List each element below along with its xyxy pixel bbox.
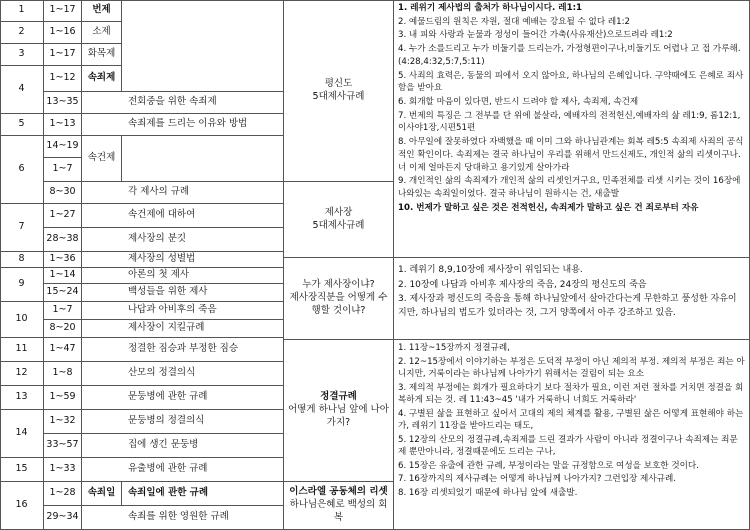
topic-cell-empty xyxy=(82,92,122,114)
verse-cell: 1~17 xyxy=(44,44,82,66)
section-who-priest xyxy=(284,258,394,340)
verse-cell: 1~14 xyxy=(44,268,82,284)
section-subtitle: 제사장직분을 어떻게 수행할 것이냐? xyxy=(289,292,388,316)
section-subtitle: 5대제사규례 xyxy=(312,219,365,231)
note-item: 10. 번제가 말하고 싶은 것은 전적헌신, 속죄제가 말하고 싶은 건 죄로부터 자유 xyxy=(398,202,699,213)
note-item: 3. 제의적 부정에는 회개가 필요하다기 보다 절차가 필요, 이런 저런 절차를 거치면 정결을 회복하게 되는 것. 레 11:43~45 '내가 거룩하니 너희도 거룩하라' xyxy=(398,382,744,406)
subtopic-cell: 집에 생긴 문둥병 xyxy=(122,434,284,458)
subtopic-cell-empty xyxy=(122,0,284,92)
subtopic-cell: 속죄일에 관한 규례 xyxy=(122,482,284,506)
chapter-cell: 8 xyxy=(0,252,44,268)
note-item: 4. 구별된 삶을 표현하고 싶어서 고대의 제의 체계를 활용, 구별된 삶은 어떻게 표현해야 하는가, 레위기 11장을 받아드리는 태도, xyxy=(398,408,744,432)
topic-cell-empty xyxy=(82,506,122,530)
topic-cell-empty xyxy=(82,204,122,228)
topic-cell: 속건제 xyxy=(82,136,122,182)
chapter-cell: 12 xyxy=(0,362,44,386)
note-item: 7. 번제의 특징은 그 전부를 단 위에 불살라, 예배자의 전적헌신,예배자의 삶 레1:9, 롬12:1,이사야1장,시편51편 xyxy=(398,110,741,134)
verse-cell: 8~30 xyxy=(44,182,82,204)
note-item: 4. 누가 소를드리고 누가 비둘기를 드리는가, 가정형편이구나,비둘기도 어렵나 고 접 가루해. (4:28,4:32,5:7,5:11) xyxy=(398,44,741,67)
subtopic-cell: 제사장의 성별법 xyxy=(122,252,284,268)
chapter-cell: 9 xyxy=(0,268,44,302)
verse-cell: 1~7 xyxy=(44,158,82,182)
subtopic-cell: 속건제에 대하여 xyxy=(122,204,284,228)
chapter-cell: 10 xyxy=(0,302,44,338)
chapter-cell: 5 xyxy=(0,114,44,136)
chapter-cell: 2 xyxy=(0,22,44,44)
topic-cell: 번제 xyxy=(82,0,122,22)
topic-cell-empty xyxy=(82,302,122,320)
note-item: 8. 아무일에 잘못하였다 자백했을 때 이미 그와 하나님관계는 회복 레5:5 속죄제 사죄의 공식적인 확인이다. 속죄제는 결국 하나님이 우리를 위해서 만드신제도, 개인적 삶의 리셋이구나. 너 이제 얼마든지 당대하고 용기있게 살아가라 xyxy=(398,137,744,173)
topic-cell-empty xyxy=(82,386,122,410)
subtopic-cell: 각 제사의 규례 xyxy=(122,182,284,204)
verse-cell: 14~19 xyxy=(44,136,82,158)
note-item: 9. 개인적인 삶의 속죄제가 개인적 삶의 리셋인거구요, 민족전체를 리셋 시키는 것이 16장에 나와있는 속죄일이었다. 결국 하나님이 원하시는 건, 새출발 xyxy=(398,176,741,200)
subtopic-cell: 백성들을 위한 제사 xyxy=(122,284,284,302)
topic-cell-empty xyxy=(82,284,122,302)
note-item: 6. 15장은 유출에 관한 규례, 부정이라는 말을 규정함으로 여성을 보호한 것이다. xyxy=(398,460,699,471)
chapter-cell: 13 xyxy=(0,386,44,410)
verse-cell: 29~34 xyxy=(44,506,82,530)
topic-cell-empty xyxy=(82,252,122,268)
section-title: 평신도 xyxy=(324,77,353,89)
section-reset xyxy=(284,482,394,530)
verse-cell: 1~47 xyxy=(44,338,82,362)
verse-cell: 1~17 xyxy=(44,0,82,22)
verse-cell: 1~7 xyxy=(44,302,82,320)
section-purity xyxy=(284,340,394,482)
note-item: 1. 레위기 8,9,10장에 제사장이 위임되는 내용. xyxy=(398,265,583,275)
notes-purity xyxy=(394,340,750,530)
notes-priesthood xyxy=(394,258,750,340)
chapter-cell: 6 xyxy=(0,136,44,204)
subtopic-cell: 나답과 아비후의 죽음 xyxy=(122,302,284,320)
notes-sacrifice xyxy=(394,0,750,258)
chapter-cell: 14 xyxy=(0,410,44,458)
subtopic-cell: 정결한 짐승과 부정한 짐승 xyxy=(122,338,284,362)
note-item: 2. 10장에 나답과 아비후 제사장의 죽음, 24장의 평신도의 죽음 xyxy=(398,279,647,290)
topic-cell: 화목제 xyxy=(82,44,122,66)
verse-cell: 1~13 xyxy=(44,114,82,136)
section-title: 정결규례 xyxy=(320,391,357,403)
topic-cell-empty xyxy=(82,228,122,252)
note-item: 6. 회개할 마음이 있다면, 반드시 드려야 할 제사, 속죄제, 속건제 xyxy=(398,97,639,108)
chapter-cell: 1 xyxy=(0,0,44,22)
chapter-cell: 4 xyxy=(0,66,44,114)
note-item: 2. 12~15장에서 이야기하는 부정은 도덕적 부정이 아닌 제의적 부정. 제의적 부정은 죄는 아니지만, 거룩이라는 하나님께 나아가기 위해서는 걸림이 되는 요소 xyxy=(398,356,745,380)
topic-cell-empty xyxy=(82,182,122,204)
section-laity xyxy=(284,0,394,182)
note-item: 3. 내 피와 사랑과 눈물과 정성이 들어간 가축(사유재산)으로드려라 레1:2 xyxy=(398,30,673,41)
note-item: 5. 12장의 산모의 정결규례,속죄제를 드린 결과가 사람이 아니라 정결이구나 속죄제는 죄문제 뿐만아니라, 정결때문에도 드리는 구나, xyxy=(398,434,738,458)
subtopic-cell: 전회중을 위한 속죄제 xyxy=(122,92,284,114)
subtopic-cell: 속죄를 위한 영원한 규례 xyxy=(122,506,284,530)
section-subtitle: 5대제사규례 xyxy=(312,90,365,102)
verse-cell: 1~33 xyxy=(44,458,82,482)
subtopic-cell: 유출병에 관한 규례 xyxy=(122,458,284,482)
topic-cell: 속죄일 xyxy=(82,482,122,506)
topic-cell-empty xyxy=(82,114,122,136)
subtopic-cell: 제사장의 분깃 xyxy=(122,228,284,252)
verse-cell: 1~8 xyxy=(44,362,82,386)
section-title: 이스라엘 공동체의 리셋 xyxy=(289,486,388,498)
verse-cell: 1~16 xyxy=(44,22,82,44)
verse-cell: 1~59 xyxy=(44,386,82,410)
section-title: 누가 제사장이냐? xyxy=(302,279,375,291)
verse-cell: 33~57 xyxy=(44,434,82,458)
section-subtitle: 하나님은혜로 백성의 회복 xyxy=(289,499,388,523)
topic-cell-empty xyxy=(82,362,122,386)
topic-cell-empty xyxy=(82,410,122,434)
topic-cell: 소제 xyxy=(82,22,122,44)
verse-cell: 13~35 xyxy=(44,92,82,114)
chapter-cell: 16 xyxy=(0,482,44,530)
verse-cell: 1~32 xyxy=(44,410,82,434)
section-title: 제사장 xyxy=(324,206,353,218)
subtopic-cell: 문둥병에 관한 규례 xyxy=(122,386,284,410)
subtopic-cell: 속죄제를 드리는 이유와 방법 xyxy=(122,114,284,136)
topic-cell: 속죄제 xyxy=(82,66,122,92)
note-item: 7. 16장까지의 제사규례는 어떻게 하나님께 나아가지? 그런입장 제사규례. xyxy=(398,474,676,485)
section-priest xyxy=(284,182,394,258)
subtopic-cell: 문둥병의 정결의식 xyxy=(122,410,284,434)
topic-cell-empty xyxy=(82,320,122,338)
verse-cell: 1~28 xyxy=(44,482,82,506)
verse-cell: 28~38 xyxy=(44,228,82,252)
chapter-cell: 3 xyxy=(0,44,44,66)
note-item: 5. 사죄의 효력은, 동물의 피에서 오지 않아요, 하나님의 은혜입니다. 구약때에도 은혜로 죄사함을 받아요 xyxy=(398,70,744,94)
section-subtitle: 어떻게 하나님 앞에 나아가지? xyxy=(288,404,389,428)
note-item: 2. 예물드림의 원칙은 자원, 절대 예배는 강요될 수 없다 레1:2 xyxy=(398,16,630,27)
verse-cell: 1~12 xyxy=(44,66,82,92)
topic-cell-empty xyxy=(82,268,122,284)
chapter-cell: 11 xyxy=(0,338,44,362)
verse-cell: 15~24 xyxy=(44,284,82,302)
subtopic-cell: 아론의 첫 제사 xyxy=(122,268,284,284)
topic-cell-empty xyxy=(82,338,122,362)
note-item: 1. 11장~15장까지 정결규례, xyxy=(398,343,510,353)
topic-cell-empty xyxy=(82,434,122,458)
chapter-cell: 15 xyxy=(0,458,44,482)
verse-cell: 1~36 xyxy=(44,252,82,268)
subtopic-cell: 산모의 정결의식 xyxy=(122,362,284,386)
chapter-cell: 7 xyxy=(0,204,44,252)
note-item: 1. 레위기 제사법의 출처가 하나님이시다. 레1:1 xyxy=(398,3,582,13)
subtopic-cell: 제사장이 지킬규례 xyxy=(122,320,284,338)
note-item: 3. 제사장과 평신도의 죽음을 통해 하나님앞에서 살아간다는게 무한하고 풍성한 자유이지만, 하나님의 법도가 있더라는 것, 그거 양쪽에서 아주 강조하고 있음. xyxy=(398,294,737,318)
verse-cell: 1~27 xyxy=(44,204,82,228)
subtopic-cell-empty xyxy=(122,136,284,182)
topic-cell-empty xyxy=(82,458,122,482)
verse-cell: 8~20 xyxy=(44,320,82,338)
note-item: 8. 16장 리셋되었기 때문에 하나님 앞에 새출발. xyxy=(398,488,578,499)
